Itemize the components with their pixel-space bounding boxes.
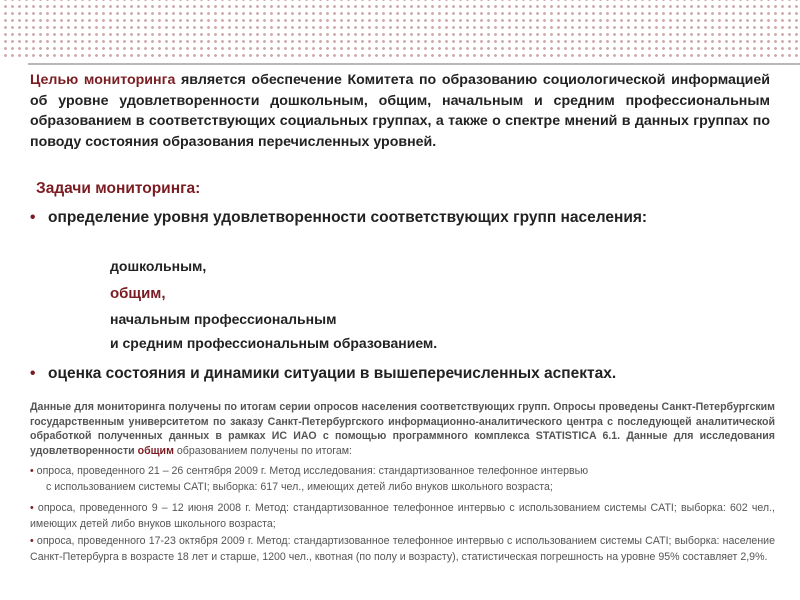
dotted-header-pattern (0, 0, 800, 58)
note-text-1: Данные для мониторинга получены по итогам серии опросов населения соответствующих групп. Опросы проведены Санкт-Петербургским государственным университетом по заказу Санкт-Петербургского информационно-аналитического центра с последующей аналитической обработкой полученных данных в рамках ИС ИАО с помощью программного комплекса STATISTICA 6.1. Данные для исследования удовлетворенности (30, 401, 775, 457)
bullet-icon: • (30, 209, 36, 226)
note-text-2: образованием получены по итогам: (173, 444, 352, 457)
bullet-text-1: определение уровня удовлетворенности соответствующих групп населения: (48, 209, 648, 226)
data-source-note (30, 400, 775, 458)
bullet-item-2 (30, 365, 616, 383)
level-secondary-professional: и средним профессиональным образованием. (110, 335, 438, 351)
level-initial-professional: начальным профессиональным (110, 311, 337, 327)
level-general: общим, (110, 285, 166, 302)
bullet-icon: • (30, 365, 36, 382)
bullet-icon: • (30, 465, 34, 477)
survey-item-1 (30, 463, 775, 495)
note-highlight: общим (137, 444, 174, 457)
header-divider (28, 63, 800, 65)
level-preschool: дошкольным, (110, 258, 207, 274)
bullet-item-1 (30, 207, 770, 229)
survey-item-3 (30, 533, 775, 565)
bullet-icon: • (30, 502, 34, 514)
survey-1-line1: опроса, проведенного 21 – 26 сентября 2009 г. Метод исследования: стандартизованное телефонное интервью (36, 465, 589, 477)
bullet-text-2: оценка состояния и динамики ситуации в вышеперечисленных аспектах. (48, 365, 617, 382)
survey-2-text: опроса, проведенного 9 – 12 июня 2008 г. Метод: стандартизованное телефонное интервью с использованием системы CATI; выборка: 602 чел., имеющих детей либо внуков школьного возраста; (30, 502, 775, 530)
intro-text: является обеспечение Комитета по образованию социологической информацией об уровне удовлетворенности дошкольным, общим, начальным и средним профессиональным образованием в соответствующих социальных группах, а также о спектре мнений в данных группах по поводу состояния образования перечисленных уровней. (30, 72, 770, 150)
survey-3-text: опроса, проведенного 17-23 октября 2009 г. Метод: стандартизованное телефонное интервью с использованием системы CATI; выборка: население Санкт-Петербурга в возрасте 18 лет и старше, 1200 чел., квотная (по полу и возрасту), статистическая погрешность на уровне 95% составляет 2,9%. (30, 535, 775, 563)
bullet-icon: • (30, 535, 34, 547)
intro-lead: Целью мониторинга (30, 72, 176, 88)
survey-1-line2: с использованием системы CATI; выборка: 617 чел., имеющих детей либо внуков школьного возраста; (46, 481, 553, 493)
survey-item-2 (30, 500, 775, 532)
tasks-title: Задачи мониторинга: (36, 180, 201, 197)
intro-paragraph (30, 70, 770, 152)
